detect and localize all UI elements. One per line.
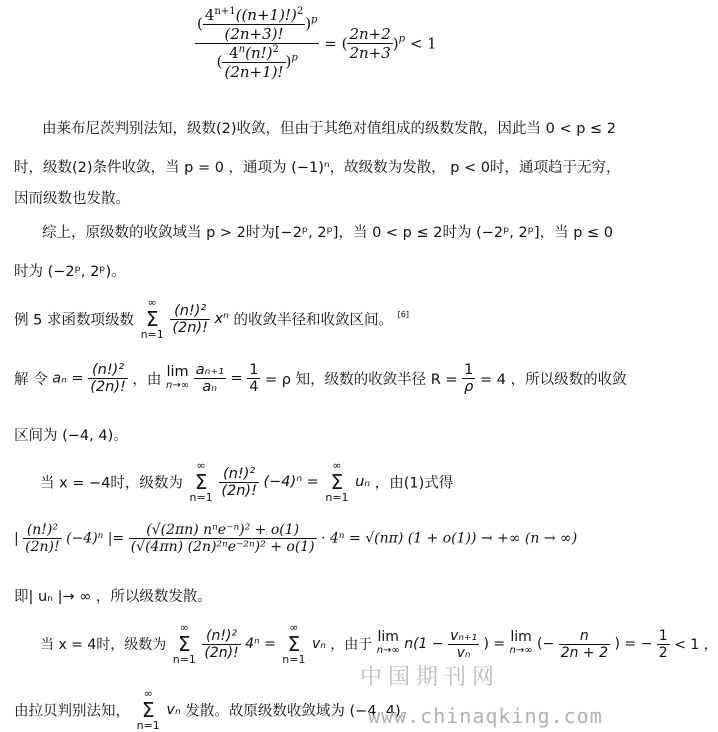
top-equation-rhs-fraction: $\frac{2n+2}{2n+3}$ xyxy=(349,25,391,62)
top-equation: ( $\frac{4^{n+1}((n+1)!)^2}{(2n+3)!}$ )$^p$ ( $\frac{4^n(n!)^2}{(2n+1)!}$ )$^p$ = ( $\frac{2n+2}{2n+3}$ )$^p$ < 1 xyxy=(197,6,437,81)
paragraph-1-line-2: 时，级数(2)条件收敛，当 p = 0 ，通项为 (−1)ⁿ，故级数为发散， p < 0时，通项趋于无穷， xyxy=(14,160,621,176)
case-x-minus-4: 当 x = −4时，级数为 ∞ Σ n=1 $\frac{\text{(n!)²}}{(2n)!}$ (−4)ⁿ = ∞ Σ n=1 uₙ ，由(1)式得 xyxy=(40,459,454,504)
example-5: 例 5 求函数项级数 ∞ Σ n=1 $\frac{\text{(n!)²}}{(2n)!}$ xⁿ 的收敛半径和收敛区间。 [6] xyxy=(14,296,409,341)
summation-symbol: ∞ Σ n=1 xyxy=(282,621,306,666)
summation-symbol: ∞ Σ n=1 xyxy=(325,459,349,504)
top-equation-big-fraction: ( $\frac{4^{n+1}((n+1)!)^2}{(2n+3)!}$ )$^p$ ( $\frac{4^n(n!)^2}{(2n+1)!}$ )$^p$ xyxy=(197,6,318,81)
summation-symbol: ∞ Σ n=1 xyxy=(136,687,160,732)
final-line: 由拉贝判别法知， ∞ Σ n=1 vₙ 发散。故原级数收敛域为 (−4, 4)。 xyxy=(14,687,416,732)
citation: [6] xyxy=(397,310,409,320)
paragraph-1-line-3: 因而级数也发散。 xyxy=(14,191,130,207)
paragraph-2-line-1: 综上，原级数的收敛域当 p > 2时为[−2ᵖ, 2ᵖ]，当 0 < p ≤ 2时为 (−2ᵖ, 2ᵖ]，当 p ≤ 0 xyxy=(42,225,614,241)
summation-symbol: ∞ Σ n=1 xyxy=(140,296,164,341)
paragraph-1-line-1: 由莱布尼茨判别法知，级数(2)收敛，但由于其绝对值组成的级数发散，因此当 0 < p ≤ 2 xyxy=(42,121,617,137)
solution-line-2: 区间为 (−4, 4)。 xyxy=(14,428,128,444)
summation-symbol: ∞ Σ n=1 xyxy=(172,621,196,666)
diverge-line: 即| uₙ |→ ∞ ，所以级数发散。 xyxy=(14,589,212,605)
case-x-plus-4: 当 x = 4时，级数为 ∞ Σ n=1 $\frac{\text{(n!)²}}{(2n)!}$ 4ⁿ = ∞ Σ n=1 vₙ ，由于 lim n→∞ n(1 − $\frac{\text{vₙ₊₁}}{\text{vₙ}}$ ) = lim n→∞ (− $\frac{n}{2n + 2}$ ) = − $\frac{1}{2}$ < 1 ， xyxy=(40,621,718,666)
watermark-cn: 中国期刊网 xyxy=(360,665,501,690)
watermark-url: www.chinaqking.com xyxy=(368,704,603,728)
summation-symbol: ∞ Σ n=1 xyxy=(189,459,213,504)
stirling-estimate: | $\frac{\text{(n!)²}}{(2n)!}$ (−4)ⁿ |= $\frac{\text{(√(2πn) nⁿe⁻ⁿ)² + o(1)}}{\text{(√(4πn) (2n)²ⁿe⁻²ⁿ)² + o(1)}}$ · 4ⁿ = √(nπ) (1 + o(1)) → +∞ (n → ∞) xyxy=(14,522,578,555)
solution-line-1: 解 令 aₙ = $\frac{\text{(n!)²}}{(2n)!}$ ，由 lim n→∞ $\frac{\text{aₙ₊₁}}{\text{aₙ}}$ = $\frac{1}{4}$ = ρ 知，级数的收敛半径 R = $\frac{1}{\rho}$ = 4 ，所以级数的收敛 xyxy=(14,362,627,395)
paragraph-2-line-2: 时为 (−2ᵖ, 2ᵖ)。 xyxy=(14,264,126,280)
